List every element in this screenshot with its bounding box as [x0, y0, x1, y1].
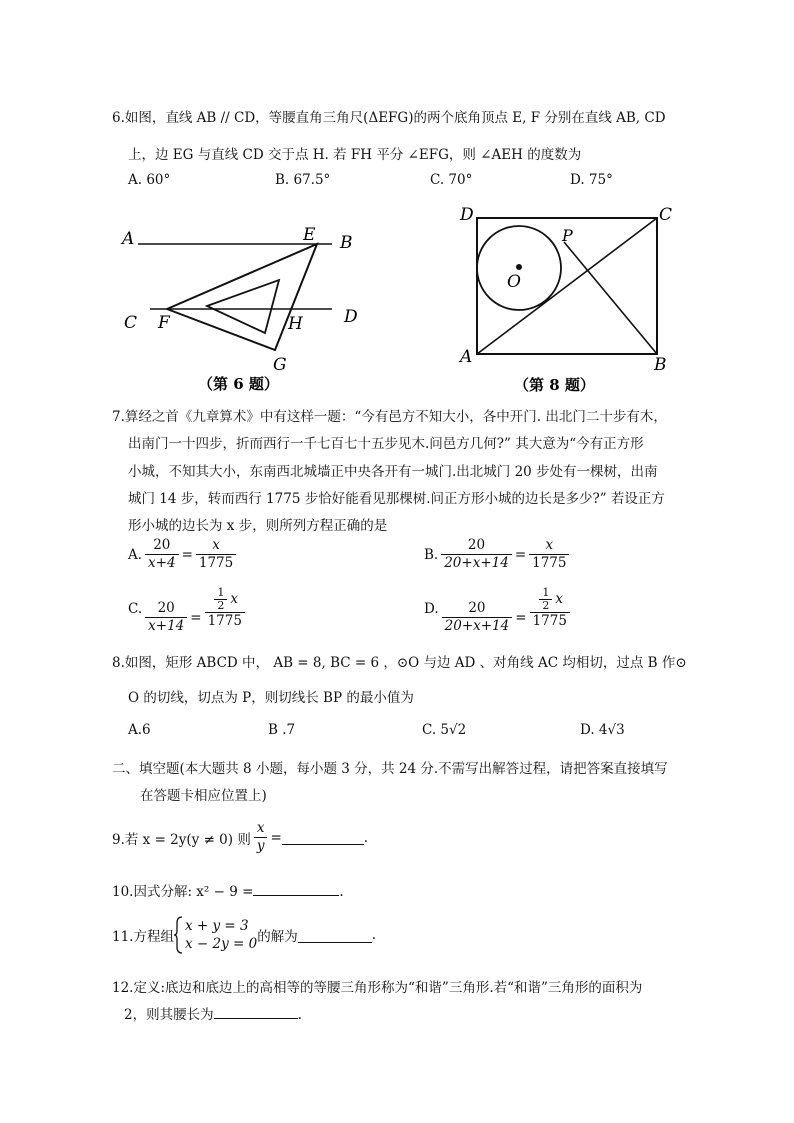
q10-answer-blank: [253, 881, 339, 896]
label-d: D: [460, 205, 474, 225]
label-d: D: [344, 307, 358, 327]
label-h: H: [288, 314, 303, 334]
q7-option-a: A. $\frac{20}{x+4}$ = $\frac{x}{1775}$: [128, 537, 239, 572]
q12-line1: 12.定义:底边和底边上的高相等的等腰三角形称为“和谐”三角形.若“和谐”三角形的面积为: [112, 980, 643, 996]
q6-line2: 上，边 EG 与直线 CD 交于点 H. 若 FH 平分 ∠EFG，则 ∠AEH 的度数为: [128, 147, 582, 163]
q7-option-d: D. $\frac{20}{20+x+14}$ = $\frac{1}{2}$ x 1775: [424, 582, 573, 635]
q12-answer-blank: [214, 1004, 298, 1019]
q7-option-b: B. $\frac{20}{20+x+14}$ = $\frac{x}{1775}$: [424, 537, 572, 572]
center-o-dot: [516, 264, 522, 270]
q7-option-c: C. $\frac{20}{x+14}$ = $\frac{1}{2}$ x 1775: [128, 582, 248, 635]
q6-option-b: B. 67.5°: [275, 172, 331, 188]
q10: 10.因式分解: x² − 9 = .: [112, 880, 344, 900]
q9-answer-blank: [282, 830, 364, 845]
q6-option-c: C. 70°: [430, 172, 473, 188]
label-a: A: [122, 229, 135, 249]
q8-option-d: D. 4√3: [580, 722, 625, 738]
label-c: C: [659, 205, 673, 225]
q6-line1: 6.如图，直线 AB // CD，等腰直角三角尺(ΔEFG)的两个底角顶点 E, F 分别在直线 AB, CD: [112, 110, 666, 126]
q6-option-a: A. 60°: [128, 172, 171, 188]
section2-line2: 在答题卡相应位置上): [140, 788, 267, 804]
label-b: B: [654, 355, 667, 375]
label-g: G: [273, 355, 287, 375]
q7-line5: 形小城的边长为 x 步，则所列方程正确的是: [128, 518, 388, 534]
q7-line3: 小城，不知其大小，东南西北城墙正中央各开有一城门.出北城门 20 步处有一棵树，出南: [128, 464, 658, 480]
label-c: C: [124, 313, 138, 333]
q8-line2: O 的切线，切点为 P，则切线长 BP 的最小值为: [128, 690, 414, 706]
q6-option-d: D. 75°: [570, 172, 613, 188]
label-f: F: [158, 313, 170, 333]
q6-figure: [110, 210, 390, 395]
label-a: A: [460, 347, 473, 367]
tangent-bp: [564, 242, 657, 354]
q7-line4: 城门 14 步，转而西行 1775 步恰好能看见那棵树.问正方形小城的边长是多少?” 若设正方: [128, 491, 665, 507]
q9: 9.若 x = 2y(y ≠ 0) 则 $\frac{x}{y}$ = .: [112, 820, 369, 854]
q11-answer-blank: [298, 928, 372, 943]
triangle-efg-outer: [167, 244, 317, 350]
q8-figure: [452, 200, 682, 395]
q8-option-b: B .7: [268, 722, 296, 738]
q11: 11.方程组 x + y = 3 x − 2y = 0 的解为 .: [112, 915, 376, 955]
q12-line2: 2，则其腰长为 .: [124, 1003, 302, 1023]
q7-line2: 出南门一十四步，折而西行一千七百七十五步见木.问邑方几何?” 其大意为“今有正方形: [128, 436, 644, 452]
label-o: O: [507, 272, 521, 292]
q8-line1: 8.如图，矩形 ABCD 中， AB = 8, BC = 6 ，⊙O 与边 AD 、对角线 AC 均相切，过点 B 作⊙: [112, 655, 687, 671]
section2-line1: 二、填空题(本大题共 8 小题，每小题 3 分，共 24 分.不需写出解答过程，请把答案直接填写: [112, 761, 668, 777]
label-e: E: [303, 225, 316, 245]
q8-option-a: A.6: [128, 722, 151, 738]
q8-option-c: C. 5√2: [422, 722, 467, 738]
brace-icon: [174, 915, 183, 955]
label-b: B: [340, 233, 353, 253]
label-p: P: [562, 226, 573, 245]
q6-caption: （第 6 题）: [198, 375, 279, 393]
q8-caption: （第 8 题）: [514, 376, 595, 394]
q7-line1: 7.算经之首《九章算术》中有这样一题：“今有邑方不知大小，各中开门. 出北门二十步有木，: [112, 409, 667, 425]
